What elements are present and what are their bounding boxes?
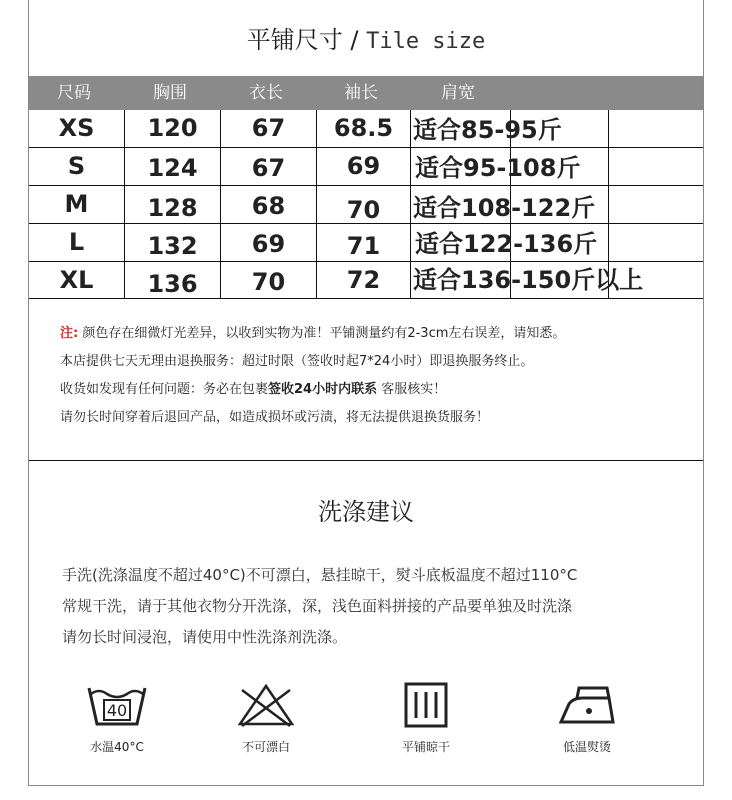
- cell-chest: 120: [147, 114, 198, 142]
- cell-size: M: [64, 190, 89, 218]
- cell-chest: 128: [147, 194, 198, 222]
- cell-size: S: [67, 152, 86, 180]
- care-label: 平铺晾干: [401, 740, 450, 754]
- care-line: 常规干洗，请于其他衣物分开洗涤，深，浅色面料拼接的产品要单独及时洗涤: [62, 597, 573, 615]
- cell-fit: 适合122-136斤: [415, 230, 598, 258]
- cell-length: 70: [251, 268, 286, 296]
- title-zh: 平铺尺寸: [246, 26, 343, 54]
- cell-sleeve: 72: [346, 266, 381, 294]
- header-shoulder: 肩宽: [441, 83, 475, 103]
- col-divider: [410, 110, 411, 298]
- no-bleach-icon: [234, 682, 298, 728]
- header-length: 衣长: [249, 83, 283, 103]
- cell-chest: 136: [147, 270, 198, 298]
- cell-sleeve: 68.5: [333, 114, 394, 142]
- cell-chest: 132: [147, 232, 198, 260]
- cell-fit: 适合85-95斤: [413, 116, 562, 144]
- note-line: [60, 376, 565, 404]
- care-title: 洗涤建议: [318, 498, 414, 526]
- note-text: 客服核实！: [381, 382, 447, 397]
- cell-sleeve: 69: [346, 152, 381, 180]
- dry-flat-icon: [394, 682, 458, 728]
- page-title: [0, 20, 732, 60]
- title-en: Tile size: [366, 29, 486, 54]
- care-item-dry: [366, 682, 486, 755]
- cell-fit: 适合95-108斤: [415, 154, 581, 182]
- table-bottom-divider: [29, 298, 703, 299]
- low-iron-icon: [555, 682, 619, 728]
- note-label: 注:: [60, 326, 79, 341]
- cell-chest: 124: [147, 154, 198, 182]
- header-chest: 胸围: [153, 83, 187, 103]
- note-text: 颜色存在细微灯光差异，以收到实物为准！平铺测量约有2-3cm左右误差，请知悉。: [82, 326, 566, 341]
- cell-fit: 适合136-150斤以上: [413, 266, 644, 294]
- title-slash: /: [350, 26, 359, 54]
- section-divider: [29, 460, 703, 461]
- note-line: 请勿长时间穿着后退回产品，如造成损坏或污渍，将无法提供退换货服务！: [60, 410, 490, 425]
- note-line: 本店提供七天无理由退换服务：超过时限（签收时起7*24小时）即退换服务终止。: [60, 354, 534, 369]
- note-text: 收货如发现有任何问题：务必在包裹: [60, 382, 269, 397]
- cell-length: 67: [251, 154, 286, 182]
- care-label: 水温40°C: [90, 740, 144, 754]
- size-table-header: [29, 76, 703, 110]
- size-table: [29, 110, 703, 298]
- cell-length: 68: [251, 192, 286, 220]
- care-line: 手洗(洗涤温度不超过40°C)不可漂白，悬挂晾干，熨斗底板温度不超过110°C: [62, 566, 578, 584]
- cell-size: XL: [59, 266, 94, 294]
- care-label: 不可漂白: [241, 740, 290, 754]
- care-label: 低温熨烫: [562, 740, 611, 754]
- care-text: [62, 560, 577, 653]
- cell-length: 67: [251, 114, 286, 142]
- notes-block: [60, 320, 565, 432]
- cell-sleeve: 71: [346, 232, 381, 260]
- cell-size: L: [68, 228, 85, 256]
- cell-size: XS: [58, 114, 95, 142]
- cell-fit: 适合108-122斤: [413, 194, 596, 222]
- cell-length: 69: [251, 230, 286, 258]
- care-item-bleach: [206, 682, 326, 755]
- header-size: 尺码: [57, 83, 91, 103]
- care-item-wash: [57, 682, 177, 755]
- wash-40-icon: [85, 682, 149, 728]
- note-line: [60, 320, 565, 348]
- note-emphasis: 签收24小时内联系: [268, 382, 378, 397]
- care-item-iron: [527, 682, 647, 755]
- care-line: 请勿长时间浸泡，请使用中性洗涤剂洗涤。: [62, 628, 348, 646]
- wash-temp-number: 40: [106, 701, 128, 720]
- header-sleeve: 袖长: [344, 83, 378, 103]
- cell-sleeve: 70: [346, 196, 381, 224]
